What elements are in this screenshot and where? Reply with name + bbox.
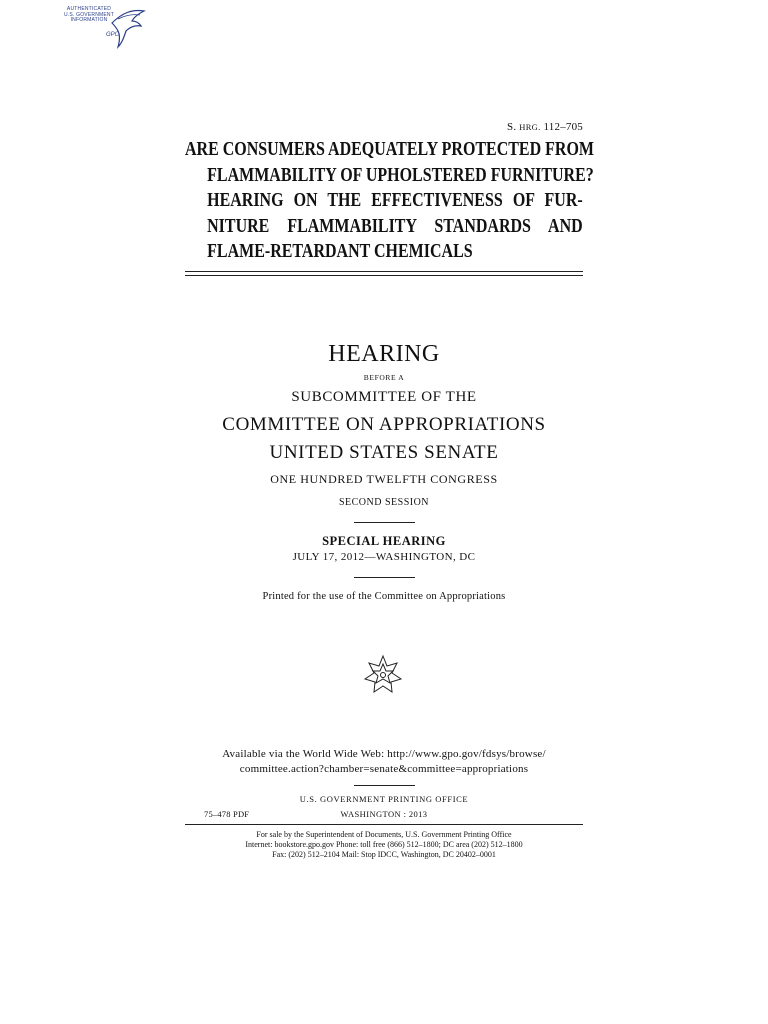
title-line: HEARING ON THE EFFECTIVENESS OF FUR- (207, 190, 583, 211)
availability-line-1: Available via the World Wide Web: http://www.gpo.gov/fdsys/browse/ (222, 748, 546, 760)
session-label: SECOND SESSION (338, 497, 430, 508)
imprint-location-year: WASHINGTON : 2013 (340, 809, 428, 819)
availability-line-2: committee.action?chamber=senate&committee=appropriations (239, 763, 529, 775)
special-hearing-label: SPECIAL HEARING (322, 534, 446, 548)
printed-note: Printed for the use of the Committee on Appropriations (262, 591, 506, 602)
sale-info-line-1: For sale by the Superintendent of Documents, U.S. Government Printing Office (256, 830, 512, 839)
before-label: BEFORE A (363, 373, 405, 382)
imprint-rule (185, 824, 583, 825)
gpo-ornament-icon (363, 654, 403, 696)
title-double-rule (185, 271, 583, 276)
seal-gpo-label: GPO (106, 32, 120, 38)
eagle-icon (108, 5, 148, 49)
document-title (185, 137, 594, 265)
hearing-number-value: 112–705 (540, 121, 583, 133)
seal-line-3: INFORMATION (70, 17, 108, 23)
divider-rule (354, 785, 415, 786)
hearing-heading: HEARING (328, 341, 440, 367)
seal-line-2: U.S. GOVERNMENT (64, 11, 114, 18)
gpo-authentication-seal (58, 5, 150, 49)
senate-name: UNITED STATES SENATE (269, 442, 499, 463)
divider-rule (354, 577, 415, 578)
sale-info-line-3: Fax: (202) 512–2104 Mail: Stop IDCC, Washington, DC 20402–0001 (272, 850, 496, 859)
title-line: FLAME-RETARDANT CHEMICALS (207, 241, 473, 262)
title-line: FLAMMABILITY OF UPHOLSTERED FURNITURE? (207, 164, 594, 186)
hearing-date: JULY 17, 2012—WASHINGTON, DC (292, 551, 476, 563)
title-line: NITURE FLAMMABILITY STANDARDS AND (207, 215, 583, 237)
title-line: ARE CONSUMERS ADEQUATELY PROTECTED FROM (185, 139, 594, 160)
committee-name: COMMITTEE ON APPROPRIATIONS (222, 414, 546, 435)
hearing-number-prefix: S. (507, 121, 520, 133)
hearing-number (470, 121, 583, 133)
hearing-number-hrg: HRG. (519, 122, 541, 132)
sale-info-line-2: Internet: bookstore.gpo.gov Phone: toll free (866) 512–1800; DC area (202) 512–1800 (245, 840, 523, 849)
pdf-code: 75–478 PDF (204, 809, 250, 819)
seal-line-1: AUTHENTICATED (66, 6, 112, 12)
printing-office-label: U.S. GOVERNMENT PRINTING OFFICE (299, 794, 469, 804)
congress-label: ONE HUNDRED TWELFTH CONGRESS (270, 472, 498, 486)
divider-rule (354, 522, 415, 523)
subcommittee-label: SUBCOMMITTEE OF THE (291, 389, 477, 405)
